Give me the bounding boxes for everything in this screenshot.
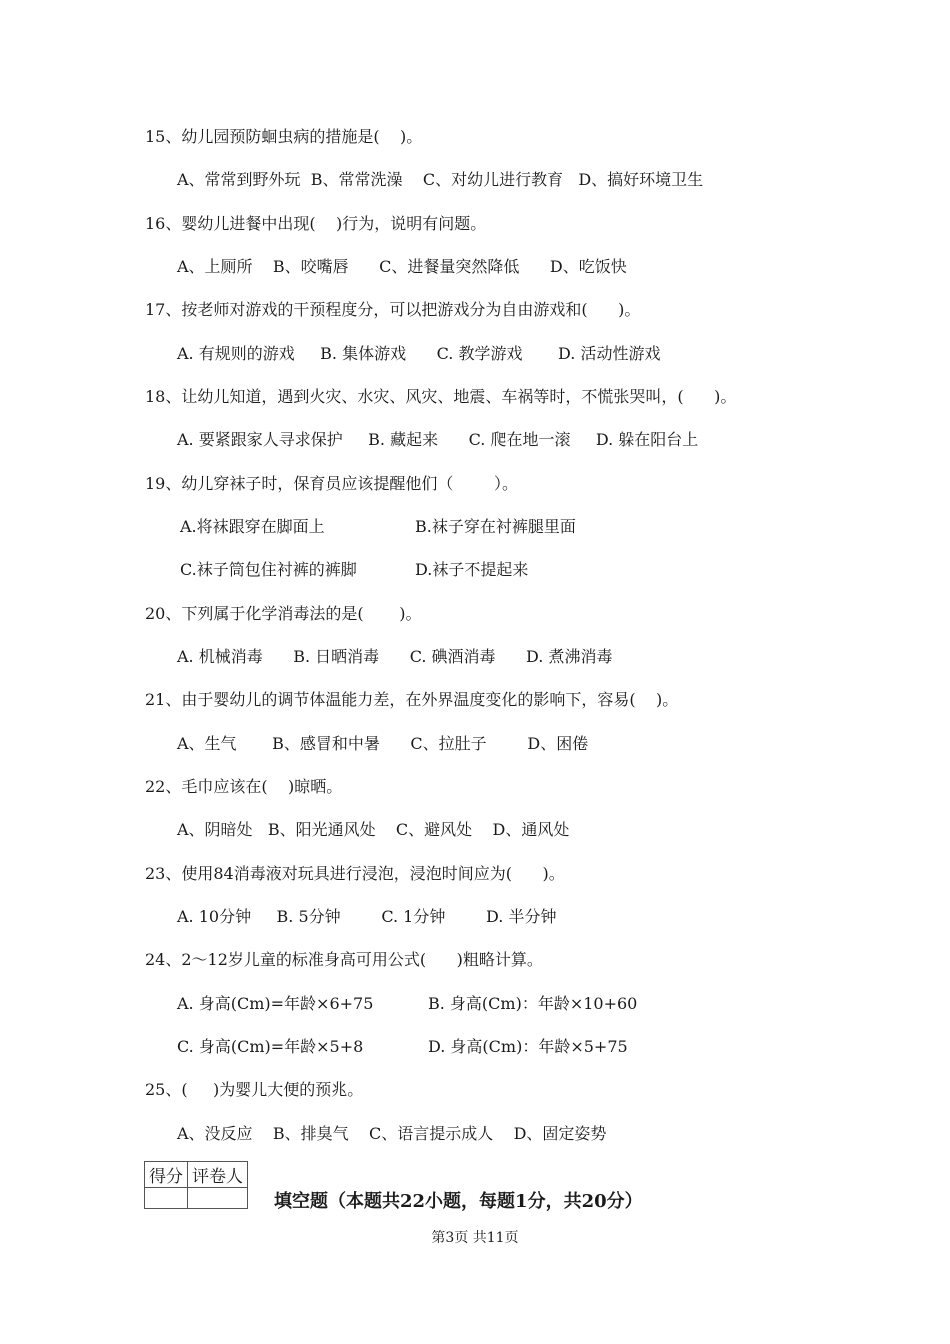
options-18: A. 要紧跟家人寻求保护 B. 藏起来 C. 爬在地一滚 D. 躲在阳台上 [177,430,699,449]
options-15: A、常常到野外玩 B、常常洗澡 C、对幼儿进行教育 D、搞好环境卫生 [177,170,704,189]
question-19: 19、幼儿穿袜子时，保育员应该提醒他们（ ）。 [145,474,519,493]
option-24-c: C. 身高(Cm)=年龄×5+8 [177,1037,364,1056]
options-20: A. 机械消毒 B. 日晒消毒 C. 碘酒消毒 D. 煮沸消毒 [177,647,613,666]
grader-cell [188,1188,248,1209]
options-23: A. 10分钟 B. 5分钟 C. 1分钟 D. 半分钟 [177,907,557,926]
question-23: 23、使用84消毒液对玩具进行浸泡，浸泡时间应为( )。 [145,864,565,883]
option-24-a: A. 身高(Cm)=年龄×6+75 [177,994,374,1013]
score-header: 得分 [145,1162,188,1188]
question-20: 20、下列属于化学消毒法的是( )。 [145,604,422,623]
page-footer: 第3页 共11页 [431,1230,519,1246]
options-16: A、上厕所 B、咬嘴唇 C、进餐量突然降低 D、吃饭快 [177,257,627,276]
options-25: A、没反应 B、排臭气 C、语言提示成人 D、固定姿势 [177,1124,607,1143]
question-25: 25、( )为婴儿大便的预兆。 [145,1080,364,1099]
question-24: 24、2～12岁儿童的标准身高可用公式( )粗略计算。 [145,950,543,969]
question-21: 21、由于婴幼儿的调节体温能力差，在外界温度变化的影响下，容易( )。 [145,690,679,709]
option-19-a: A.将袜跟穿在脚面上 [180,517,325,536]
question-16: 16、婴幼儿进餐中出现( )行为，说明有问题。 [145,214,487,233]
question-15: 15、幼儿园预防蛔虫病的措施是( )。 [145,127,423,146]
option-24-b: B. 身高(Cm)：年龄×10+60 [428,994,638,1013]
question-18: 18、让幼儿知道，遇到火灾、水灾、风灾、地震、车祸等时，不慌张哭叫，( )。 [145,387,737,406]
option-19-b: B.袜子穿在衬裤腿里面 [415,517,576,536]
question-22: 22、毛巾应该在( )晾晒。 [145,777,343,796]
option-19-c: C.袜子筒包住衬裤的裤脚 [180,560,357,579]
options-17: A. 有规则的游戏 B. 集体游戏 C. 教学游戏 D. 活动性游戏 [177,344,661,363]
options-22: A、阴暗处 B、阳光通风处 C、避风处 D、通风处 [177,820,570,839]
options-21: A、生气 B、感冒和中暑 C、拉肚子 D、困倦 [177,734,589,753]
question-17: 17、按老师对游戏的干预程度分，可以把游戏分为自由游戏和( )。 [145,300,641,319]
option-19-d: D.袜子不提起来 [415,560,529,579]
score-cell [145,1188,188,1209]
section-title: 填空题（本题共22小题，每题1分，共20分） [274,1191,643,1212]
score-table [144,1161,248,1209]
grader-header: 评卷人 [188,1162,248,1188]
option-24-d: D. 身高(Cm)：年龄×5+75 [428,1037,628,1056]
